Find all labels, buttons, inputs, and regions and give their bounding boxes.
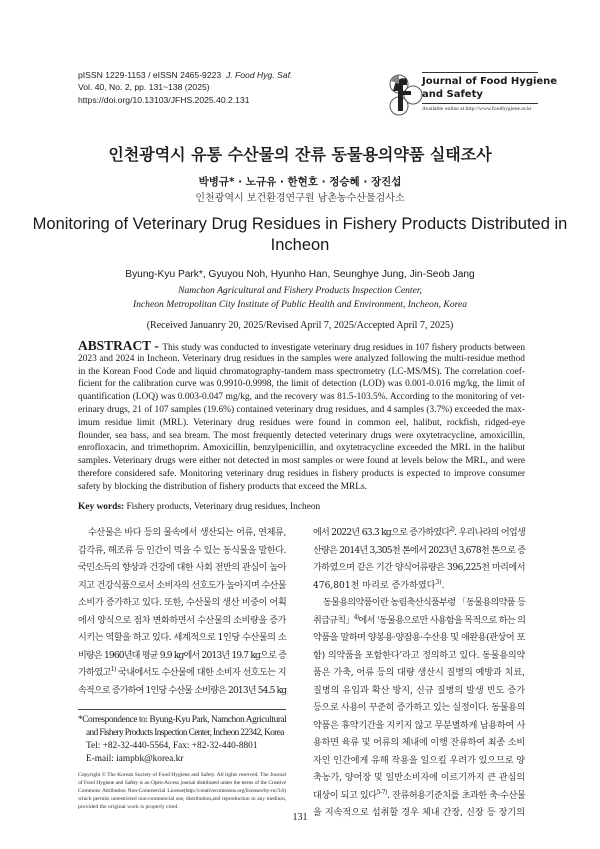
affiliation-line: Incheon Metropolitan City Institute of Public Health and Environment, Incheon, Korea xyxy=(132,299,468,310)
abstract-line xyxy=(78,455,525,468)
abstract-line xyxy=(78,481,525,494)
body-line xyxy=(78,648,286,666)
journal-name-line1: Journal of Food Hygiene xyxy=(422,76,558,87)
body-text: 국내에서도 수산물에 대한 소비자 선호도는 지 xyxy=(115,668,286,678)
issn: pISSN 1229-1153 / eISSN 2465-9223 xyxy=(78,70,222,80)
copyright-line: of Food Hygiene and Safety is an Open-Access journal distributed under the terms of the Creative xyxy=(78,779,286,786)
body-line xyxy=(313,648,525,666)
body-text: 약품은 휴약기간을 지키지 않고 무분별하게 남용하여 사 xyxy=(313,720,526,731)
body-text: 질병의 유입과 확산 방지, 신규 질병의 발생 빈도 증가 xyxy=(313,685,525,696)
journal-citation-header xyxy=(78,69,292,106)
abstract-text: This study was conducted to investigate veterinary drug residues in 107 fishery products between xyxy=(162,343,525,353)
abstract-text: erinary drugs, 21 of 107 samples (19.6%) contained veterinary drug residues, and 4 samples (3.7%) exceeded the max- xyxy=(78,404,525,415)
body-text: 동물용의약품이란 농림축산식품부령 「동물용의약품 등 xyxy=(323,598,526,608)
body-line xyxy=(313,718,525,736)
footnote-divider xyxy=(78,709,286,710)
abstract-line xyxy=(78,353,525,366)
correspondence-line: and Fishery Products Inspection Center, Incheon 22342, Korea xyxy=(86,728,284,738)
citation-ref: 1) xyxy=(110,665,116,673)
english-title: Monitoring of Veterinary Drug Residues in Fishery Products Distributed in Incheon xyxy=(32,215,568,254)
citation-ref: 2) xyxy=(449,525,455,533)
body-text: 을 지속적으로 섭취할 경우 체내 간장, 신장 등 장기의 xyxy=(313,808,525,818)
body-line xyxy=(78,560,286,578)
body-text: 지고 건강식품으로서 소비자의 선호도가 높아지며 수산물 xyxy=(78,580,286,591)
email[interactable]: E-mail: iampbk@korea.kr xyxy=(86,754,184,764)
abstract-text: samples. Veterinary drugs were either not detected in most samples or were found at levels below the MRL, and were xyxy=(78,456,525,467)
volume-info: Vol. 40, No. 2, pp. 131~138 (2025) xyxy=(78,82,210,93)
abstract-label: ABSTRACT - xyxy=(78,338,163,353)
body-text: . 잔류허용기준치를 초과한 축·수산물 xyxy=(387,790,526,801)
keywords-label: Key words: xyxy=(78,502,125,512)
body-text: 에서 양식으로 점차 변화하면서 수산물의 소비량을 증가 xyxy=(78,615,286,626)
body-column-right xyxy=(313,525,525,823)
copyright-line: Commons Attribution Non-Commercial License(http://creativecommons.org/licenses/by-nc/3.0) xyxy=(78,787,286,794)
copyright-line: Copyright © The Korean Society of Food Hygiene and Safety. All rights reserved. The Journal xyxy=(78,772,286,778)
body-text: 에서 ‘동물용으로만 사용함을 목적으로 하는 의 xyxy=(358,615,526,626)
body-line xyxy=(78,595,286,613)
body-text: 476,801천 마리로 증가하였다 xyxy=(313,580,436,591)
body-line xyxy=(313,753,525,771)
body-text: . xyxy=(441,580,445,591)
body-text: 약품을 말하며 양봉용·양잠용·수산용 및 애완용(관상어 포 xyxy=(313,633,525,643)
affiliation-line: Namchon Agricultural and Fishery Products Inspection Center, xyxy=(178,285,422,296)
body-text: . 우리나라의 어업생 xyxy=(454,528,526,538)
body-line xyxy=(78,613,286,631)
abstract-text: 2023 and 2024 in Incheon. Veterinary drug residues in the samples were analyzed following the multi-residue method xyxy=(78,353,525,364)
abstract-line xyxy=(78,468,525,481)
body-line xyxy=(313,683,525,701)
journal-name xyxy=(422,72,558,101)
body-text: 축농가, 양어장 및 일반소비자에 이르기까지 큰 관심의 xyxy=(313,773,526,783)
body-line xyxy=(78,543,286,561)
abstract-line xyxy=(78,404,525,417)
keywords-value: Fishery products, Veterinary drug residues, Incheon xyxy=(124,502,321,512)
body-line xyxy=(313,770,525,788)
citation-ref: 4) xyxy=(353,613,359,621)
body-line xyxy=(78,683,286,701)
copyright-line: which permits unrestricted non-commercial use, distribution,and reproduction in any medium, xyxy=(78,795,286,802)
body-line xyxy=(313,525,525,543)
body-line xyxy=(313,630,525,648)
english-affiliation xyxy=(0,284,600,312)
abstract-text: in the Korean Food Code and liquid chromatography-tandem mass spectrometry (LC-MS/MS). The correlation coef- xyxy=(78,366,525,377)
body-line xyxy=(313,560,525,578)
body-line xyxy=(313,735,525,753)
abstract-line xyxy=(78,340,525,353)
page-number: 131 xyxy=(292,812,308,823)
korean-affiliation: 인천광역시 보건환경연구원 남촌농수산물검사소 xyxy=(195,193,405,204)
copyright-line: provided the original work is properly cited. xyxy=(78,803,179,810)
received-dates: (Received Januanry 20, 2025/Revised April 7, 2025/Accepted April 7, 2025) xyxy=(146,320,454,331)
body-text: 산량은 2014년 3,305천 톤에서 2023년 3,678천 톤으로 증 xyxy=(313,545,526,556)
body-text: 취급규칙」 xyxy=(313,615,354,626)
body-line xyxy=(78,630,286,648)
available-online[interactable]: Available online at http://www.foodhygiene.or.kr xyxy=(422,103,538,112)
keywords xyxy=(78,501,320,514)
body-text: 자인 인간에게 유해 작용을 일으킬 우려가 있으므로 양 xyxy=(313,755,526,766)
body-text: 품은 가축, 어류 등의 대량 생산시 질병의 예방과 치료, xyxy=(313,668,525,678)
korean-authors: 박병규* · 노규유 · 한현호 · 정승혜 · 장진섭 xyxy=(198,176,402,188)
abstract-line xyxy=(78,391,525,404)
journal-logo-icon xyxy=(387,71,423,117)
body-text: 에서 2022년 63.3 kg으로 증가하였다 xyxy=(313,528,450,538)
body-text: 함) 의약품을 포함한다’라고 정의하고 있다. 동물용의약 xyxy=(313,650,525,661)
abstract-line xyxy=(78,366,525,379)
correspondence-line: *Correspondence to: Byung-Kyu Park, Namchon Agricultural xyxy=(78,715,287,725)
body-line xyxy=(313,665,525,683)
tel-fax: Tel: +82-32-440-5564, Fax: +82-32-440-8801 xyxy=(86,741,258,751)
body-column-left xyxy=(78,525,286,700)
body-text: 속적으로 증가하여 1인당 수산물 소비량은 2013년 54.5 kg xyxy=(78,685,287,696)
citation-ref: 3) xyxy=(435,578,442,586)
copyright-notice xyxy=(78,772,286,811)
body-text: 수산물은 바다 등의 물속에서 생산되는 어류, 연체류, xyxy=(88,528,286,538)
abstract-text: imum residue limit (MRL). Veterinary drug residues were found in common eel, halibut, rockfish, ridged-eye xyxy=(78,417,525,428)
body-text: 국민소득의 향상과 건강에 대한 사회 전반의 관심이 높아 xyxy=(78,563,286,573)
body-text: 가하였고 xyxy=(78,668,111,678)
body-text: 비량은 1960년대 평균 9.9 kg에서 2013년 19.7 kg으로 증 xyxy=(78,650,286,661)
body-text: 등으로 사용이 꾸준히 증가하고 있는 실정이다. 동물용의 xyxy=(313,703,525,713)
body-line xyxy=(313,578,525,596)
abstract-text: ficient for the calibration curve was 0.9910-0.9998, the limit of detection (LOD) was 0.001-0.016 mg/kg, the limit of xyxy=(78,379,525,390)
abstract-line xyxy=(78,442,525,455)
journal-name-line2: and Safety xyxy=(422,88,483,100)
abstract-text: flounder, sea bass, and sea bream. The most frequently detected veterinary drugs were oxytetracycline, amoxicillin, xyxy=(78,430,525,441)
abstract-line xyxy=(78,378,525,391)
body-line xyxy=(313,700,525,718)
citation-ref: 5-7) xyxy=(376,788,388,796)
abstract-text: quantification (LOQ) was 0.003-0.047 mg/kg, and the recovery was 81.5-103.5%. According to the monitoring of vet- xyxy=(78,392,525,403)
body-line xyxy=(313,543,525,561)
doi-link[interactable]: https://doi.org/10.13103/JFHS.2025.40.2.131 xyxy=(78,94,250,105)
abstract-text: enrofloxacin, and trimethoprim. Amoxicillin, benzylpenicillin, and oxytetracycline exceeded the MRL in the halibut xyxy=(78,443,525,454)
journal-abbrev: J. Food Hyg. Saf. xyxy=(225,70,293,80)
body-text: 갑각류, 해조류 등 인간이 먹을 수 있는 동식물을 말한다. xyxy=(78,545,286,556)
body-text: 시키는 역할을 하고 있다. 세계적으로 1인당 수산물의 소 xyxy=(78,633,287,643)
body-line xyxy=(313,595,525,613)
body-text: 용하면 육류 및 어류의 체내에 이행 잔류하여 최종 소비 xyxy=(313,738,525,748)
body-text: 대상이 되고 있다 xyxy=(313,790,377,801)
body-line xyxy=(313,788,525,806)
abstract xyxy=(78,340,525,494)
body-line xyxy=(78,578,286,596)
abstract-text: safety by blocking the distribution of fishery products that exceed the MRLs. xyxy=(78,481,367,492)
abstract-line xyxy=(78,430,525,443)
body-line xyxy=(313,613,525,631)
body-line xyxy=(78,665,286,683)
english-authors: Byung-Kyu Park*, Gyuyou Noh, Hyunho Han, Seunghye Jung, Jin-Seob Jang xyxy=(125,269,475,280)
correspondence-footnote xyxy=(78,714,286,766)
abstract-text: therefore considered safe. Monitoring veterinary drug residues in fishery products is expected to improve consumer xyxy=(78,468,525,479)
body-line xyxy=(78,525,286,543)
korean-title: 인천광역시 유통 수산물의 잔류 동물용의약품 실태조사 xyxy=(108,145,492,164)
journal-logo xyxy=(387,71,423,117)
body-text: 소비가 증가하고 있다. 또한, 수산물의 생산 비중이 어획 xyxy=(78,598,287,608)
body-text: 가하였으며 같은 기간 양식어류량은 396,225천 마리에서 xyxy=(313,563,525,573)
abstract-line xyxy=(78,417,525,430)
